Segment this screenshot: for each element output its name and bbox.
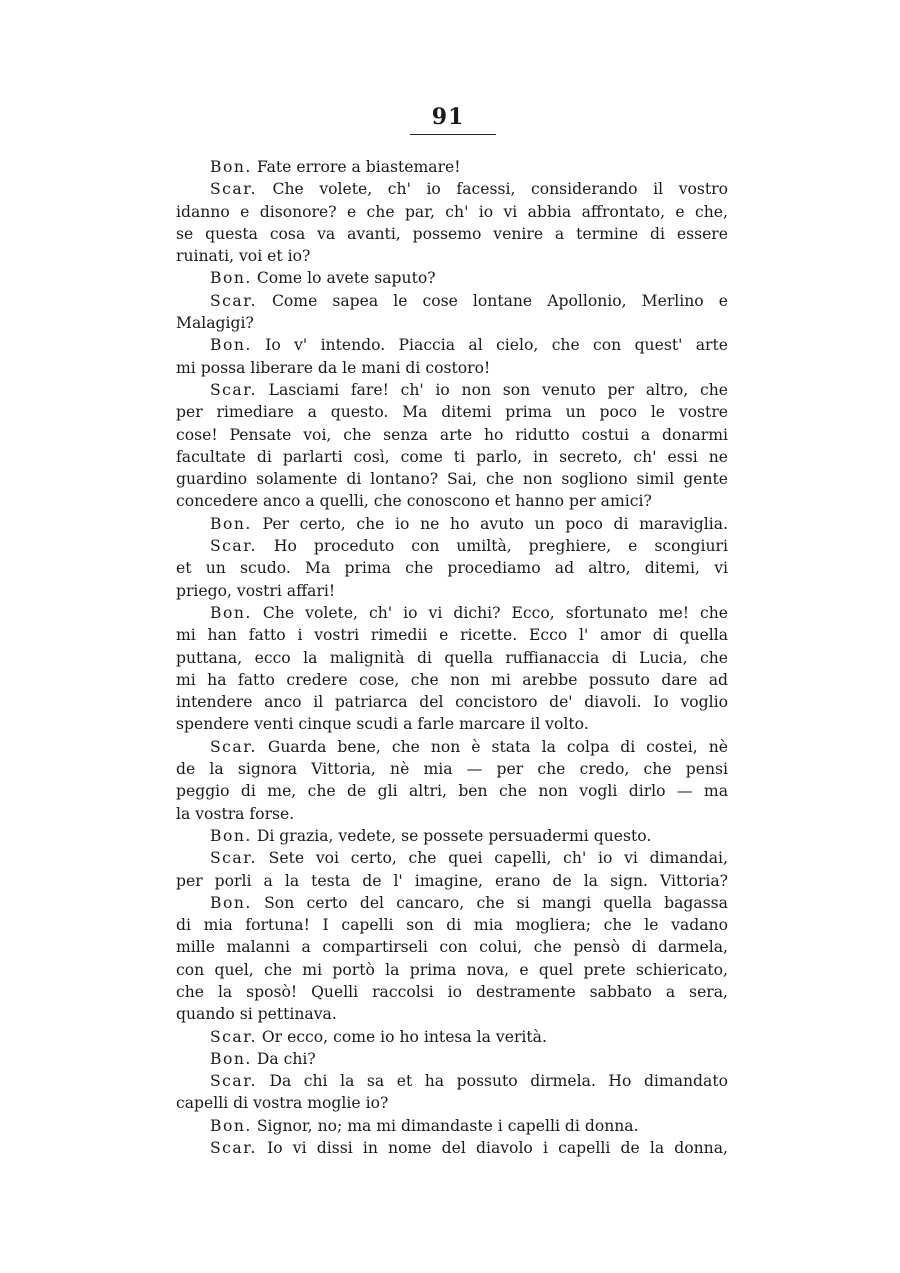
line-text: che la sposò! Quelli raccolsi io destramente sabbato a sera, [176,982,728,1001]
line-text: cose! Pensate voi, che senza arte ho ridutto costui a donarmi [176,425,728,444]
text-line [176,424,728,446]
text-line [176,245,728,267]
text-line [176,223,728,245]
text-line [176,959,728,981]
speaker-name: Bon. [210,603,252,622]
header-rule [410,134,496,135]
speaker-name: Bon. [210,1049,252,1068]
text-line [176,1003,728,1025]
line-text: Come sapea le cose lontane Apollonio, Merlino e [271,291,728,310]
text-line [176,557,728,579]
line-text: con quel, che mi portò la prima nova, e quel prete schiericato, [176,960,728,979]
text-line [176,267,728,289]
text-line [176,1137,728,1159]
speaker-name: Bon. [210,1116,252,1135]
line-text: spendere venti cinque scudi a farle marcare il volto. [176,715,589,734]
text-line [176,490,728,512]
text-line [176,1048,728,1070]
text-line [176,156,728,178]
text-line [176,736,728,758]
line-text: Lasciami fare! ch' io non son venuto per altro, che [268,380,728,399]
line-text: Malagigi? [176,314,254,333]
line-text: di mia fortuna! I capelli son di mia mogliera; che le vadano [176,916,728,935]
text-line [176,580,728,602]
text-line [176,803,728,825]
line-text: Fate errore a biastemare! [256,158,461,176]
text-line [176,825,728,847]
text-line [176,1070,728,1092]
line-text: mi ha fatto credere cose, che non mi arebbe possuto dare ad [176,670,728,689]
speaker-name: Scar. [210,1027,257,1046]
text-line [176,178,728,200]
text-line [176,201,728,223]
text-line [176,290,728,312]
page-number: 91 [431,104,465,130]
text-line [176,1026,728,1048]
line-text: intendere anco il patriarca del concistoro de' diavoli. Io voglio [176,693,728,712]
text-line [176,379,728,401]
line-text: ruinati, voi et io? [176,247,311,266]
text-line [176,468,728,490]
line-text: Signor, no; ma mi dimandaste i capelli di donna. [256,1116,639,1135]
speaker-name: Bon. [210,269,252,288]
line-text: facultate di parlarti così, come ti parlo, in secreto, ch' essi ne [176,447,728,466]
text-line [176,847,728,869]
text-line [176,936,728,958]
text-line [176,446,728,468]
text-line [176,691,728,713]
text-line [176,981,728,1003]
line-text: Ho proceduto con umiltà, preghiere, e scongiuri [273,537,728,556]
text-line [176,357,728,379]
speaker-name: Scar. [210,380,257,399]
line-text: Da chi? [256,1049,316,1068]
line-text: Di grazia, vedete, se possete persuadermi questo. [256,826,652,845]
speaker-name: Scar. [210,737,257,756]
line-text: Che volete, ch' io vi dichi? Ecco, sfortunato me! che [262,603,728,622]
line-text: puttana, ecco la malignità di quella ruffianaccia di Lucia, che [176,648,728,667]
line-text: per porli a la testa de l' imagine, erano de la sign. Vittoria? [176,871,728,890]
line-text: Son certo del cancaro, che si mangi quella bagassa [264,893,728,912]
line-text: peggio di me, che de gli altri, ben che non vogli dirlo — ma [176,782,728,801]
line-text: mi han fatto i vostri rimedii e ricette. Ecco l' amor di quella [176,626,728,645]
line-text: mille malanni a compartirseli con colui, che pensò di darmela, [176,938,728,957]
line-text: idanno e disonore? e che par, ch' io vi abbia affrontato, e che, [176,202,728,221]
text-line [176,713,728,735]
speaker-name: Bon. [210,336,252,355]
text-line [176,334,728,356]
text-line [176,647,728,669]
line-text: concedere anco a quelli, che conoscono et hanno per amici? [176,492,652,511]
line-text: capelli di vostra moglie io? [176,1094,389,1113]
text-line [176,914,728,936]
line-text: priego, vostri affari! [176,581,336,600]
line-text: Da chi la sa et ha possuto dirmela. Ho dimandato [269,1072,728,1091]
speaker-name: Bon. [210,514,252,533]
text-line [176,535,728,557]
line-text: quando si pettinava. [176,1005,337,1024]
text-line [176,669,728,691]
line-text: Per certo, che io ne ho avuto un poco di maraviglia. [262,514,728,533]
line-text: Io vi dissi in nome del diavolo i capelli de la donna, [267,1139,728,1158]
text-line [176,870,728,892]
speaker-name: Bon. [210,158,252,176]
speaker-name: Bon. [210,893,252,912]
line-text: Che volete, ch' io facessi, considerando il vostro [272,180,728,199]
speaker-name: Bon. [210,826,252,845]
line-text: Sete voi certo, che quei capelli, ch' io vi dimandai, [268,849,728,868]
text-line [176,1115,728,1137]
line-text: Or ecco, come io ho intesa la verità. [261,1027,547,1046]
line-text: de la signora Vittoria, nè mia — per che credo, che pensi [176,760,728,779]
speaker-name: Scar. [210,537,257,556]
speaker-name: Scar. [210,291,257,310]
line-text: Come lo avete saputo? [256,269,436,288]
speaker-name: Scar. [210,1139,257,1158]
line-text: per rimediare a questo. Ma ditemi prima un poco le vostre [176,403,728,422]
dialogue-text [176,156,728,1159]
text-line [176,758,728,780]
speaker-name: Scar. [210,849,257,868]
text-line [176,401,728,423]
text-line [176,1092,728,1114]
line-text: Guarda bene, che non è stata la colpa di costei, nè [267,737,728,756]
speaker-name: Scar. [210,180,257,199]
text-line [176,780,728,802]
line-text: et un scudo. Ma prima che procediamo ad altro, ditemi, vi [176,559,728,578]
text-line [176,513,728,535]
text-line [176,892,728,914]
line-text: guardino solamente di lontano? Sai, che non sogliono simil gente [176,470,728,489]
text-line [176,602,728,624]
line-text: mi possa liberare da le mani di costoro! [176,358,491,377]
speaker-name: Scar. [210,1072,257,1091]
line-text: se questa cosa va avanti, possemo venire a termine di essere [176,224,728,243]
text-line [176,624,728,646]
line-text: Io v' intendo. Piaccia al cielo, che con quest' arte [265,336,728,355]
line-text: la vostra forse. [176,804,295,823]
text-line [176,312,728,334]
